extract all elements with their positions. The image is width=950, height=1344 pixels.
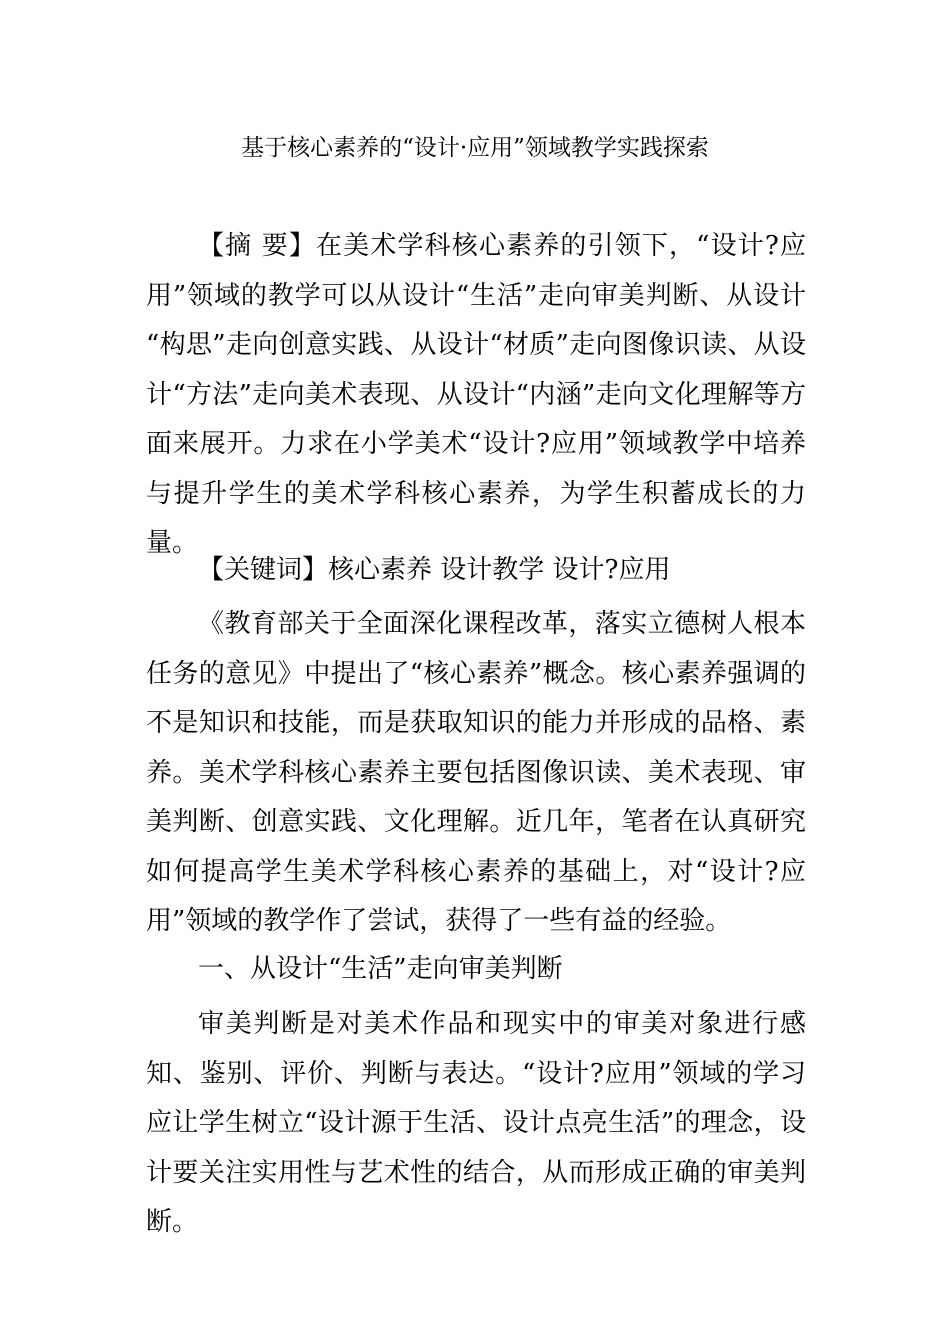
keywords-paragraph [146, 546, 806, 595]
abstract-text: 在美术学科核心素养的引领下，“设计?应用”领域的教学可以从设计“生活”走向审美判断、从设计 “构思”走向创意实践、从设计“材质”走向图像识读、从设计“方法”走向美术表现、从设计“内涵”走向文化理解等方面来展开。力求在小学美术“设计?应用”领域教学中培养与提升学生的美术学科核心素养，为学生积蓄成长的力量。 [146, 231, 807, 558]
intro-paragraph: 《教育部关于全面深化课程改革，落实立德树人根本任务的意见》中提出了“核心素养”概念。核心素养强调的不是知识和技能，而是获取知识的能力并形成的品格、素养。美术学科核心素养主要包括图像识读、美术表现、审美判断、创意实践、文化理解。近几年，笔者在认真研究如何提高学生美术学科核心素养的基础上，对“设计?应用”领域的教学作了尝试，获得了一些有益的经验。 [146, 609, 806, 936]
section-heading: 一、从设计“生活”走向审美判断 [198, 954, 563, 984]
document-title: 基于核心素养的“设计·应用”领域教学实践探索 [241, 135, 709, 161]
section-paragraph: 审美判断是对美术作品和现实中的审美对象进行感知、鉴别、评价、判断与表达。“设计?应用”领域的学习应让学生树立“设计源于生活、设计点亮生活”的理念，设计要关注实用性与艺术性的结合，从而形成正确的审美判断。 [146, 1009, 806, 1237]
abstract-label: 【摘 要】 [198, 231, 317, 261]
keywords-label: 【关键词】 [198, 555, 329, 585]
abstract-paragraph [146, 222, 806, 569]
keywords-text: 核心素养 设计教学 设计?应用 [328, 555, 671, 585]
